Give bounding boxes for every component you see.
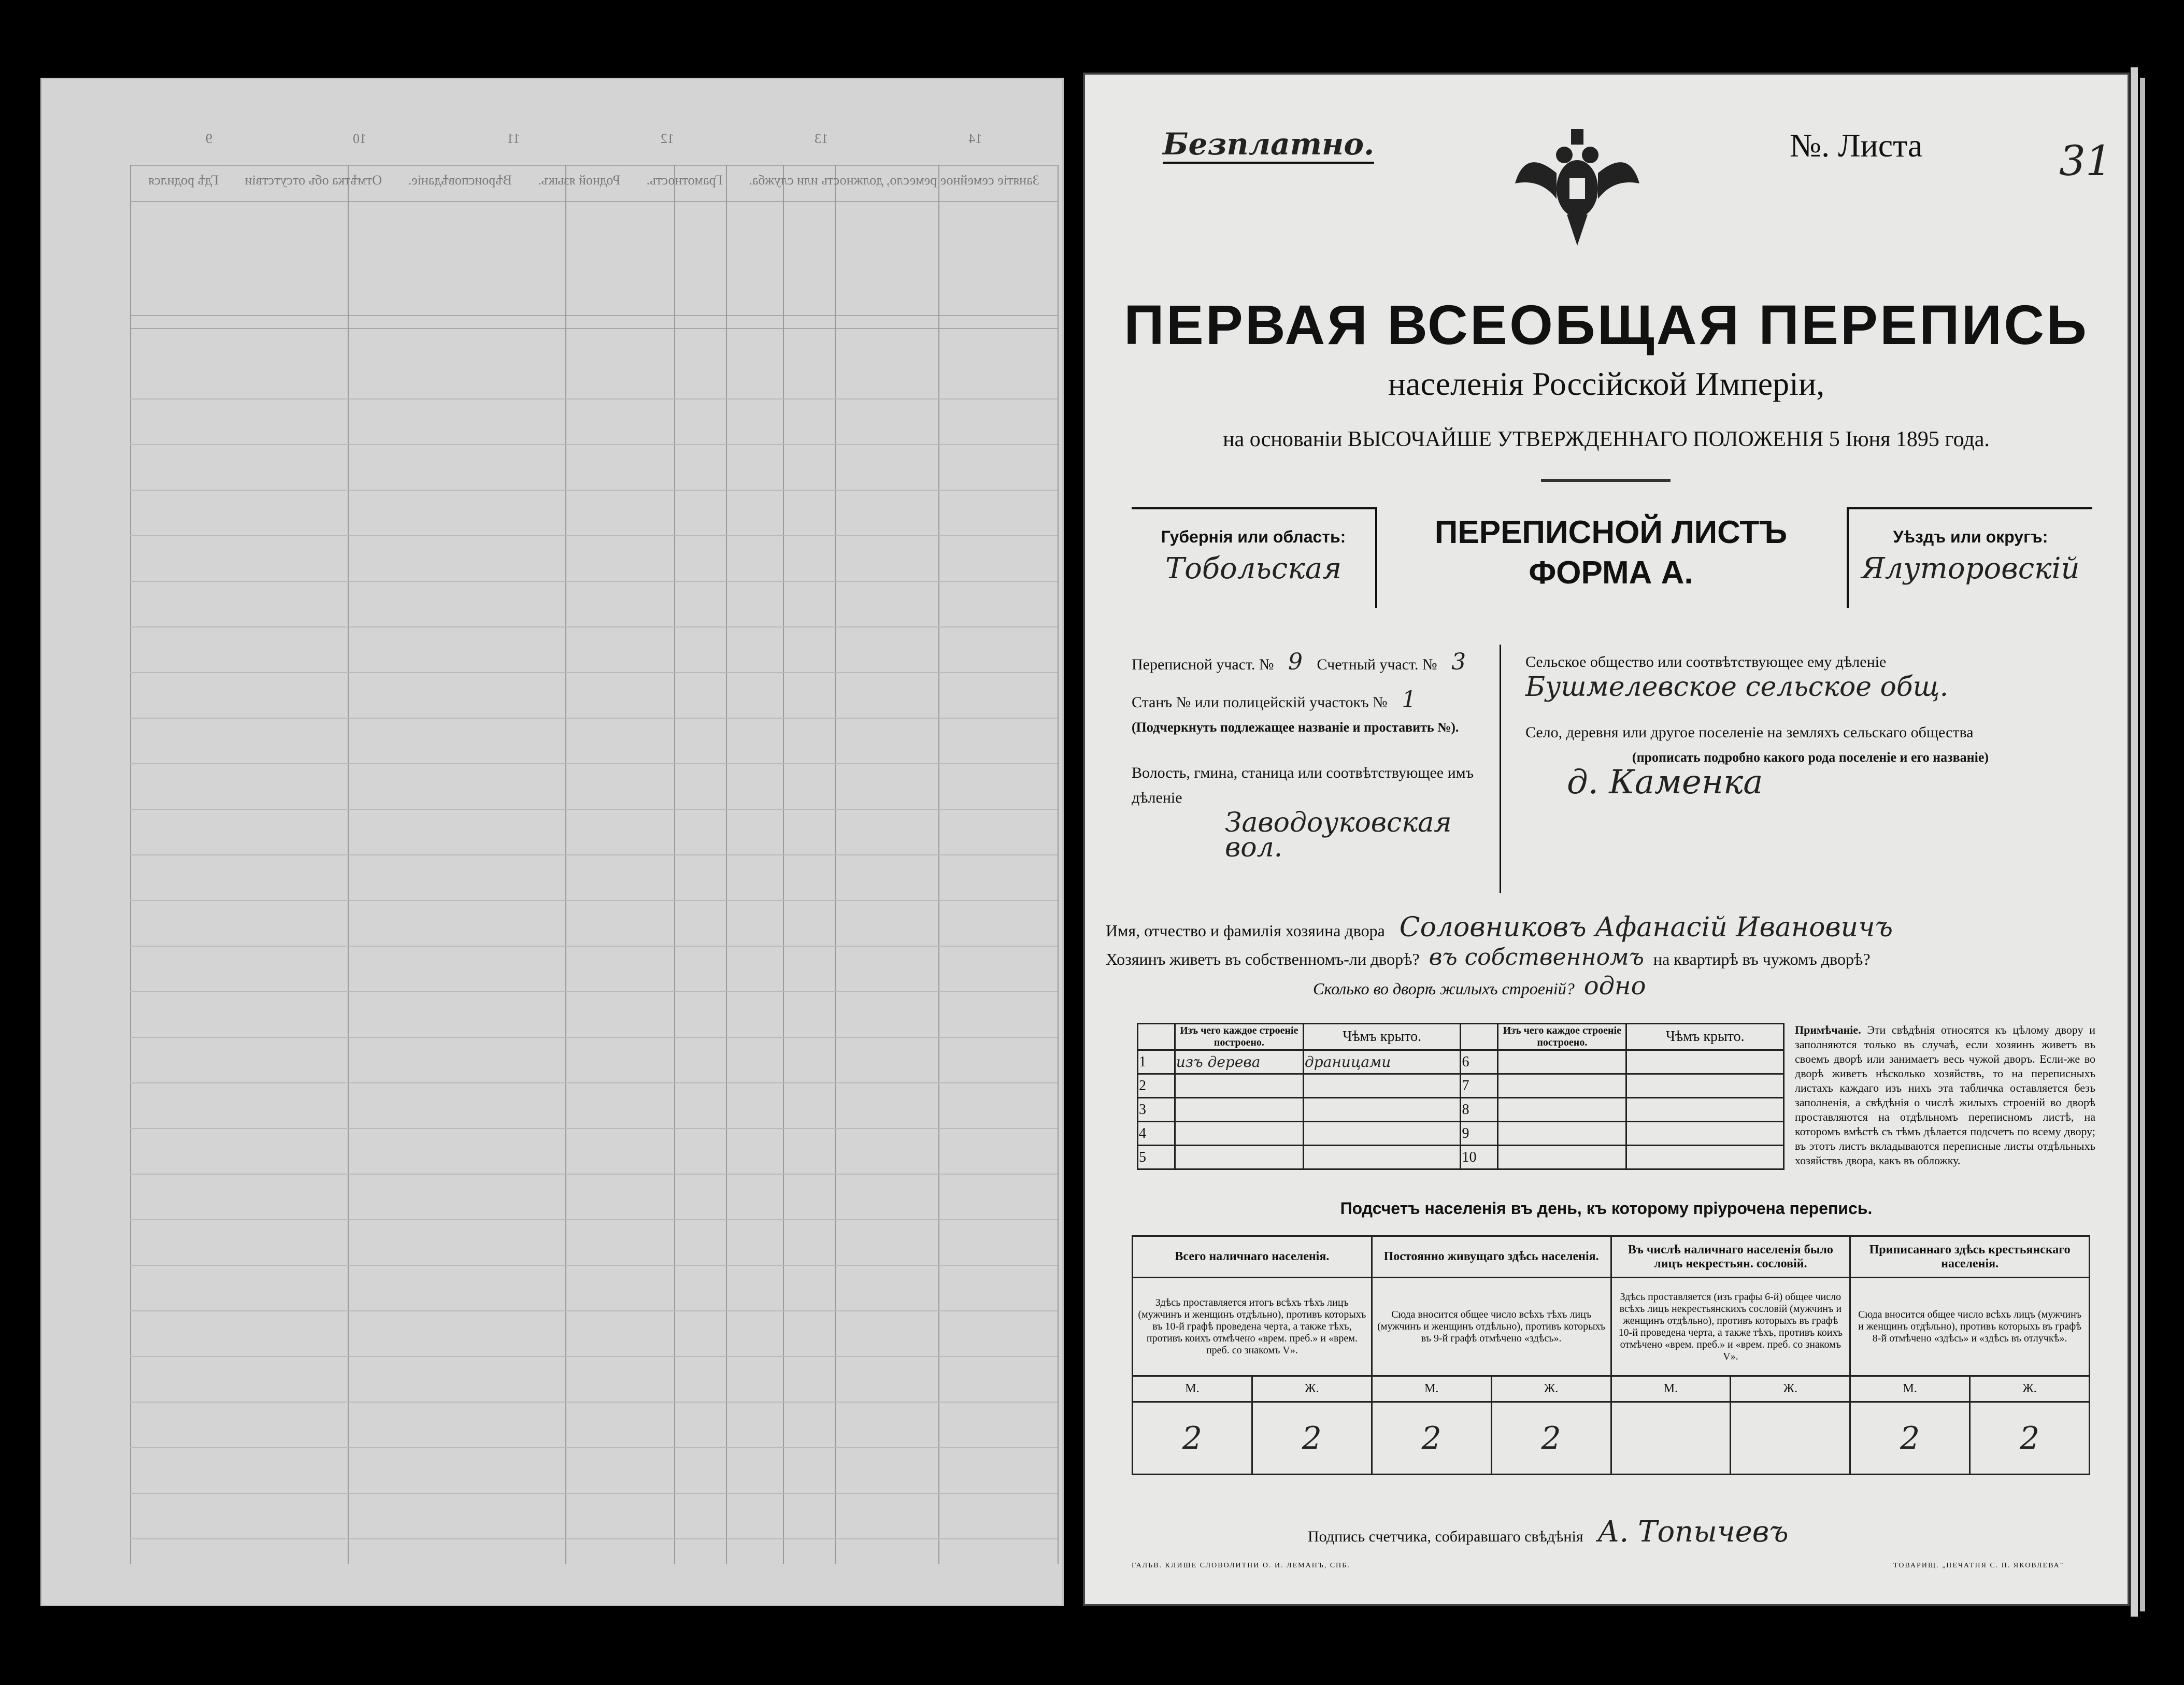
grid-line <box>130 315 1058 316</box>
buildings-note <box>1795 1023 2095 1168</box>
building-roof <box>1626 1122 1784 1146</box>
residence-label-rented: на квартирѣ въ чужомъ дворѣ? <box>1653 950 1871 968</box>
divider-ornament <box>1541 479 1671 482</box>
column-number: 11 <box>507 131 520 146</box>
row-number: 1 <box>1138 1050 1175 1074</box>
sex-m: М. <box>1372 1376 1491 1402</box>
building-material <box>1175 1122 1303 1146</box>
village-label: Село, деревня или другое поселеніе на земляхъ сельскаго общества <box>1525 724 1974 741</box>
counting-district-value: 3 <box>1451 649 1466 675</box>
count-value-row <box>1133 1402 2090 1475</box>
sex-m: М. <box>1611 1376 1731 1402</box>
col-num <box>1138 1024 1175 1050</box>
row-number: 9 <box>1461 1122 1498 1146</box>
sex-row <box>1133 1376 2090 1402</box>
signature-label: Подпись счетчика, собиравшаго свѣдѣнія <box>1308 1528 1583 1545</box>
building-roof <box>1626 1098 1784 1122</box>
building-material: изъ дерева <box>1175 1050 1303 1074</box>
grid-line <box>130 328 1058 329</box>
row-number: 7 <box>1461 1074 1498 1098</box>
mirrored-column-numbers <box>135 131 1052 147</box>
table-row <box>1138 1074 1784 1098</box>
buildings-row <box>1313 973 2090 1002</box>
volost-label: Волость, гмина, станица или соотвѣтствующее имъ дѣленіе <box>1132 764 1474 806</box>
count-value: 2 <box>1252 1402 1372 1475</box>
column-number: 9 <box>205 131 212 146</box>
printer-imprint-right: ТОВАРИЩ. „ПЕЧАТНЯ С. П. ЯКОВЛЕВА" <box>1893 1562 2064 1569</box>
sex-f: Ж. <box>1731 1376 1850 1402</box>
residence-value: въ собственномъ <box>1429 944 1644 970</box>
count-value <box>1731 1402 1850 1475</box>
header-literacy: Грамотность. <box>646 173 723 188</box>
census-district-label: Переписной участ. № <box>1132 656 1274 673</box>
col-roof: Чѣмъ крыто. <box>1304 1024 1461 1050</box>
grid-line <box>130 201 1058 202</box>
stan-label: Станъ № или полицейскій участокъ № <box>1132 694 1388 711</box>
row-lines <box>130 354 1058 1561</box>
building-roof <box>1626 1146 1784 1169</box>
table-row <box>1138 1146 1784 1169</box>
buildings-value: одно <box>1583 972 1646 1001</box>
col-num <box>1461 1024 1498 1050</box>
stan-note: (Подчеркнуть подлежащее названіе и проставить №). <box>1132 720 1459 735</box>
row-number: 8 <box>1461 1098 1498 1122</box>
free-label: Безплатно. <box>1163 126 1374 164</box>
printer-imprint-left: ГАЛЬВ. КЛИШЕ СЛОВОЛИТНИ О. И. ЛЕМАНЪ, СПБ. <box>1132 1562 1350 1569</box>
village-value: д. Каменка <box>1567 763 1763 802</box>
header-absence: Отмѣтка объ отсутствіи <box>245 173 382 188</box>
table-header <box>1138 1024 1784 1050</box>
society-label: Сельское общество или соотвѣтствующее ему дѣленіе <box>1525 653 1887 670</box>
gubernia-label: Губернія или область: <box>1161 527 1346 546</box>
building-material <box>1175 1074 1303 1098</box>
building-material <box>1498 1074 1626 1098</box>
sex-f: Ж. <box>1491 1376 1611 1402</box>
building-roof <box>1304 1122 1461 1146</box>
census-form-page <box>1083 73 2130 1606</box>
counting-district-label: Счетный участ. № <box>1317 656 1437 673</box>
form-basis: на основаніи ВЫСОЧАЙШЕ УТВЕРЖДЕННАГО ПОЛОЖЕНІЯ 5 Іюня 1895 года. <box>1223 427 1990 451</box>
building-material <box>1175 1098 1303 1122</box>
settlement-fields <box>1525 650 2095 802</box>
form-title: ПЕРВАЯ ВСЕОБЩАЯ ПЕРЕПИСЬ <box>1124 293 2089 356</box>
signature-value: А. Топычевъ <box>1597 1515 1789 1549</box>
census-district-row <box>1132 650 1541 677</box>
note-text: Эти свѣдѣнія относятся къ цѣлому двору и заполняются только въ случаѣ, если хозяинъ живетъ въ своемъ дворѣ или занимаетъ весь чужой дворъ. Если-же во дворѣ живетъ нѣсколько хозяйствъ, то на переписныхъ листахъ каждаго изъ нихъ эта табличка оставляется безъ заполненія, а свѣдѣнія о числѣ жилыхъ строеній во дворѣ проставляются на отдѣльномъ переписномъ листѣ, на которомъ вмѣстѣ съ тѣмъ дѣлается подсчетъ по всему двору; въ этотъ листъ вкладываются переписные листы отдѣльныхъ хозяйствъ двора, какъ въ обложку. <box>1795 1023 2095 1167</box>
count-note: Сюда вносится общее число всѣхъ тѣхъ лицъ (мужчинъ и женщинъ отдѣльно), противъ которыхъ въ 9-й графѣ отмѣчено «здѣсь». <box>1372 1278 1611 1376</box>
count-note: Здѣсь проставляется итогъ всѣхъ тѣхъ лицъ (мужчинъ и женщинъ отдѣльно), противъ которыхъ въ 10-й графѣ проведена черта, а также тѣхъ, противъ коихъ отмѣчено «врем. преб.» и «врем. преб. со знакомъ V». <box>1133 1278 1372 1376</box>
count-note: Сюда вносится общее число всѣхъ лицъ (мужчинъ и женщинъ отдѣльно), противъ которыхъ въ графѣ 8-й отмѣчено «здѣсь» и «здѣсь въ отлучкѣ». <box>1850 1278 2090 1376</box>
census-district-value: 9 <box>1288 649 1303 675</box>
village-note: (прописать подробно какого рода поселеніе и его названіе) <box>1632 750 1989 765</box>
buildings-table <box>1137 1023 1785 1170</box>
left-page <box>40 78 1064 1606</box>
table-row <box>1138 1122 1784 1146</box>
owner-value: Соловниковъ Афанасій Ивановичъ <box>1399 912 1893 943</box>
count-header-row <box>1133 1236 2090 1278</box>
sheet-number: 31 <box>2059 137 2112 185</box>
buildings-label: Сколько во дворѣ жилыхъ строеній? <box>1313 979 1575 998</box>
building-roof <box>1626 1050 1784 1074</box>
header-occupation: Занятіе семейное ремесло, должность или служба. <box>749 173 1039 188</box>
count-header-present: Всего наличнаго населенія. <box>1133 1236 1372 1278</box>
sheet-label-text: №. Листа <box>1790 127 1923 164</box>
sex-f: Ж. <box>1970 1376 2090 1402</box>
column-number: 14 <box>968 131 982 146</box>
grid-line <box>130 165 1058 166</box>
page-edge <box>2140 78 2145 1611</box>
column-number: 13 <box>815 131 829 146</box>
double-headed-eagle-emblem <box>1510 126 1645 251</box>
building-material <box>1498 1050 1626 1074</box>
sex-m: М. <box>1850 1376 1970 1402</box>
building-roof <box>1304 1074 1461 1098</box>
row-number: 4 <box>1138 1122 1175 1146</box>
form-name-box <box>1375 507 1847 593</box>
count-value: 2 <box>1133 1402 1252 1475</box>
col-roof: Чѣмъ крыто. <box>1626 1024 1784 1050</box>
mirrored-header <box>135 173 1052 188</box>
row-number: 5 <box>1138 1146 1175 1169</box>
form-name-1: ПЕРЕПИСНОЙ ЛИСТЪ <box>1434 515 1788 550</box>
vertical-divider <box>1500 645 1501 893</box>
header-birthplace: Гдѣ родился <box>148 173 219 188</box>
row-number: 10 <box>1461 1146 1498 1169</box>
owner-section <box>1106 914 2090 1002</box>
building-material <box>1498 1146 1626 1169</box>
building-material <box>1175 1146 1303 1169</box>
row-number: 2 <box>1138 1074 1175 1098</box>
sex-m: М. <box>1133 1376 1252 1402</box>
count-header-permanent: Постоянно живущаго здѣсь населенія. <box>1372 1236 1611 1278</box>
page-edge <box>2131 67 2138 1617</box>
form-subtitle: населенія Россійской Имперіи, <box>1388 365 1825 402</box>
building-material <box>1498 1122 1626 1146</box>
row-number: 3 <box>1138 1098 1175 1122</box>
col-material: Изъ чего каждое строеніе построено. <box>1175 1024 1303 1050</box>
gubernia-value: Тобольская <box>1165 552 1342 586</box>
signature-row <box>1308 1515 1789 1549</box>
count-value: 2 <box>1491 1402 1611 1475</box>
count-value: 2 <box>1970 1402 2090 1475</box>
stan-value: 1 <box>1402 687 1417 713</box>
grid-line <box>1058 165 1059 1564</box>
count-value: 2 <box>1372 1402 1491 1475</box>
table-row <box>1138 1098 1784 1122</box>
building-material <box>1498 1098 1626 1122</box>
header-religion: Вѣроисповѣданіе. <box>408 173 512 188</box>
count-value: 2 <box>1850 1402 1970 1475</box>
column-number: 10 <box>353 131 367 146</box>
building-roof <box>1304 1146 1461 1169</box>
uezd-value: Ялуторовскій <box>1861 552 2080 586</box>
table-row <box>1138 1050 1784 1074</box>
owner-row <box>1106 914 2090 944</box>
column-number: 12 <box>660 131 674 146</box>
uezd-box <box>1847 507 2092 608</box>
population-count-table <box>1132 1235 2090 1475</box>
society-value: Бушмелевское сельское общ. <box>1525 672 1949 703</box>
count-header-peasant: Приписаннаго здѣсь крестьянскаго населенія. <box>1850 1236 2090 1278</box>
form-name-2: ФОРМА А. <box>1529 555 1693 591</box>
volost-value: Заводоуковская вол. <box>1225 807 1452 863</box>
residence-label-own: Хозяинъ живетъ въ собственномъ-ли дворѣ? <box>1106 950 1420 968</box>
building-roof <box>1304 1098 1461 1122</box>
residence-row <box>1106 944 2090 973</box>
building-roof: драницами <box>1304 1050 1461 1074</box>
row-number: 6 <box>1461 1050 1498 1074</box>
sex-f: Ж. <box>1252 1376 1372 1402</box>
count-note-row <box>1133 1278 2090 1376</box>
uezd-label: Уѣздъ или округъ: <box>1893 527 2048 546</box>
owner-label: Имя, отчество и фамилія хозяина двора <box>1106 921 1385 940</box>
gubernia-box <box>1132 507 1377 608</box>
header-language: Родной языкъ. <box>538 173 621 188</box>
col-material: Изъ чего каждое строеніе построено. <box>1498 1024 1626 1050</box>
count-value <box>1611 1402 1731 1475</box>
count-title: Подсчетъ населенія въ день, къ которому пріурочена перепись. <box>1340 1199 1873 1218</box>
count-header-non-peasant: Въ числѣ наличнаго населенія было лицъ некрестьян. сословій. <box>1611 1236 1850 1278</box>
district-fields <box>1132 649 1541 863</box>
note-title: Примѣчаніе. <box>1795 1023 1861 1036</box>
sheet-number-label <box>1790 126 1922 165</box>
building-roof <box>1626 1074 1784 1098</box>
stan-row <box>1132 688 1541 715</box>
count-note: Здѣсь проставляется (изъ графы 6-й) общее число всѣхъ лицъ некрестьянскихъ сословій (мужчинъ и женщинъ отдѣльно), противъ которыхъ въ графѣ 10-й проведена черта, а также тѣхъ, противъ коихъ отмѣчено «врем. преб.» и «врем. преб. со знакомъ V». <box>1611 1278 1850 1376</box>
